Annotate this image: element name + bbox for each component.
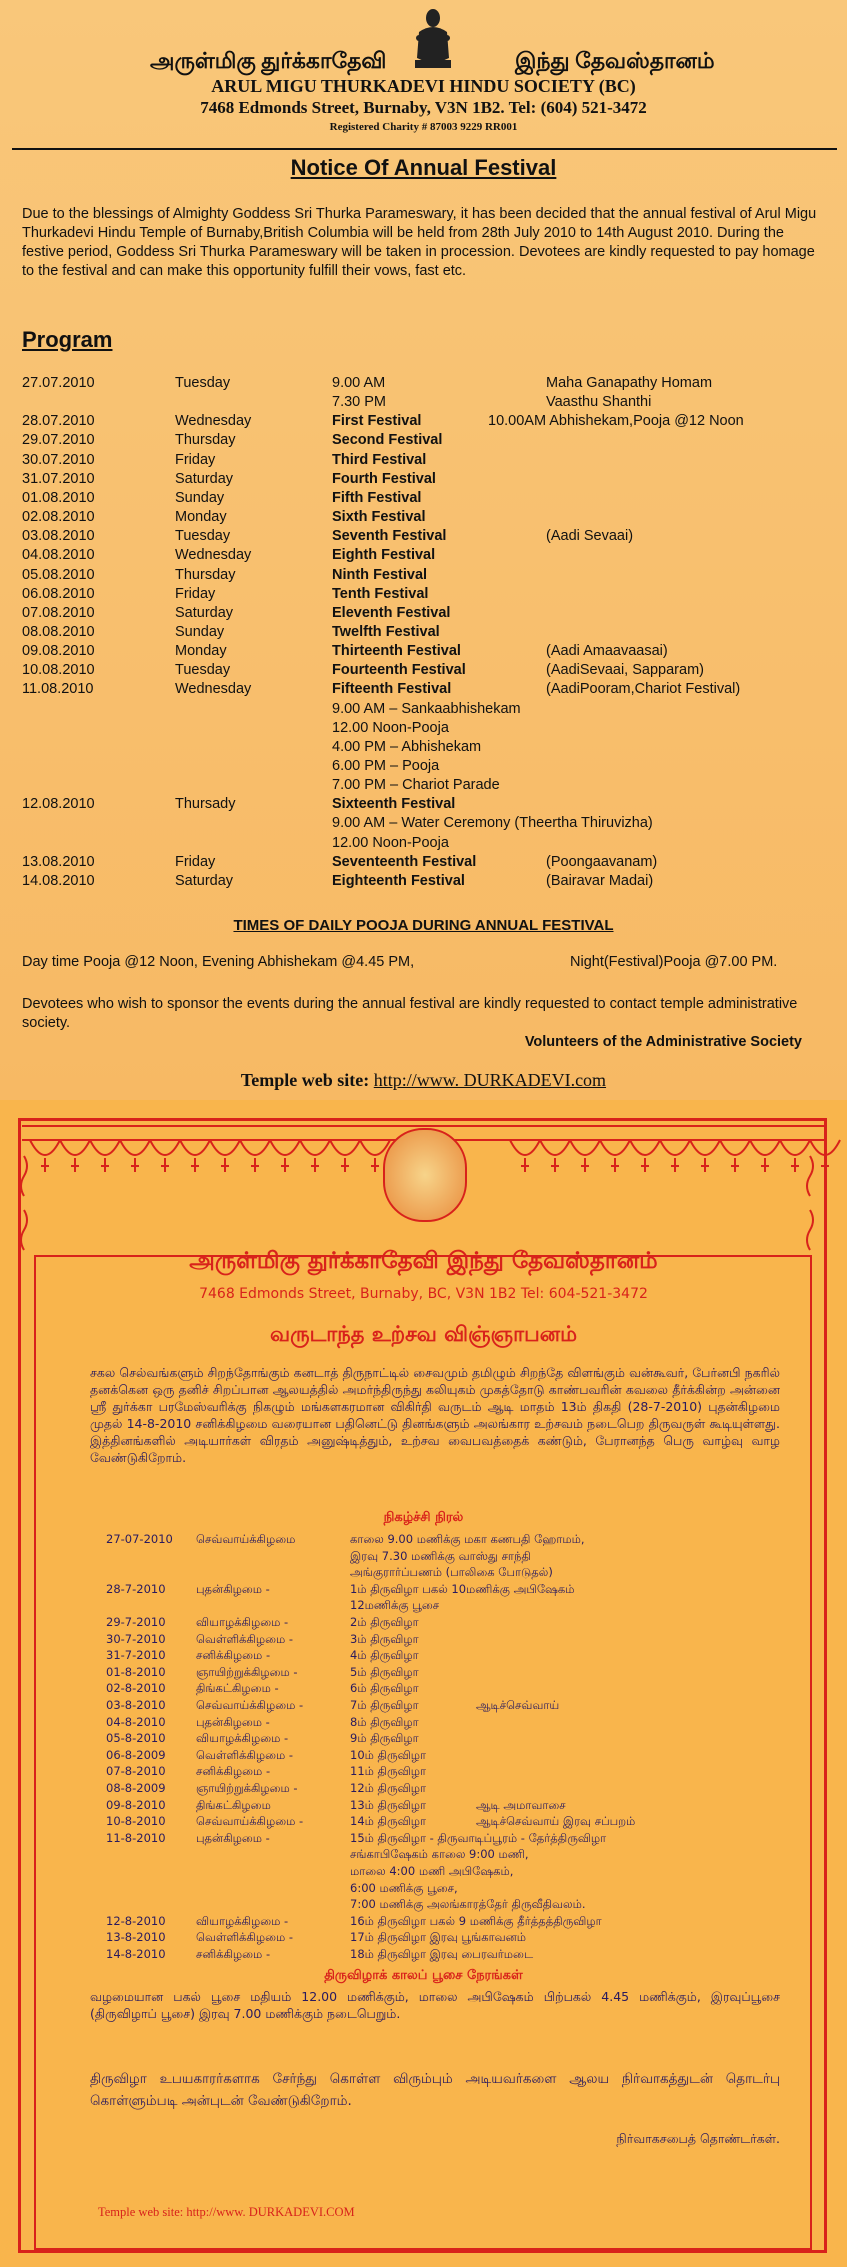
program-note: (Aadi Sevaai): [546, 528, 634, 545]
tamil-notice: [0, 1100, 847, 2267]
program-note: (Poongaavanam): [546, 853, 658, 870]
tamil-program-event: 2ம் திருவிழா: [350, 1615, 419, 1629]
tamil-program-row: [0, 1532, 847, 1549]
program-row: [0, 681, 847, 700]
program-day: Tuesday: [175, 662, 231, 679]
program-note: Vaasthu Shanthi: [546, 394, 652, 411]
tamil-program-day: வெள்ளிக்கிழமை -: [196, 1631, 294, 1646]
tamil-program-day: சனிக்கிழமை -: [196, 1648, 271, 1663]
tamil-program-note: ஆடிச்செவ்வாய் இரவு சப்பறம்: [476, 1814, 636, 1829]
program-day: Sunday: [175, 489, 225, 506]
program-event: Fifth Festival: [332, 489, 422, 506]
tamil-program-row: [0, 1715, 847, 1732]
program-row: [0, 432, 847, 451]
program-event: Tenth Festival: [332, 585, 429, 602]
program-event: Twelfth Festival: [332, 623, 440, 640]
program-day: Thursday: [175, 432, 236, 449]
tamil-intro: சகல செல்வங்களும் சிறந்தோங்கும் கனடாத் திருநாட்டில் சைவமும் தமிழும் சிறந்தே விளங்கும் வன்கூவர், பேர்னபி நகரில் தனக்கென ஒரு தனிச் சிறப்பான ஆலயத்தில் அமர்ந்திருந்து கலியுகம் முகத்தோடு காண்பவரின் கவலை தீர்க்கின்ற அன்னை ஸ்ரீ துர்க்கா பரமேஸ்வரிக்கு நிகழும் மங்களகரமான விகிர்தி வருடம் ஆடி மாதம் 13ம் திகதி (28-7-2010) புதன்கிழமை முதல் 14-8-2010 சனிக்கிழமை வரையான பதினெட்டு தினங்களும் அலங்கார உற்சவம் நடைபெற திருவருள் கூடியுள்ளது. இத்தினங்களில் அடியார்கள் விரதம் அனுஷ்டித்தும், உற்சவ வைபவத்தைக் கண்டும், பேரானந்த பெரு வாழ்வு வாழ வேண்டுகிறோம்.: [90, 1365, 780, 1465]
program-date: 11.08.2010: [22, 681, 94, 698]
tamil-program-event: அங்குரார்ப்பணம் (பாலிகை போடுதல்): [350, 1565, 553, 1580]
program-row: [0, 835, 847, 854]
tamil-program-row: [0, 1947, 847, 1964]
tamil-program-event: 12மணிக்கு பூசை: [350, 1598, 440, 1613]
tamil-program-row: [0, 1764, 847, 1781]
program-row: [0, 490, 847, 509]
program-event: 9.00 AM – Sankaabhishekam: [332, 700, 521, 717]
program-day: Wednesday: [175, 681, 252, 698]
tamil-program-event: மாலை 4:00 மணி அபிஷேகம்,: [350, 1864, 514, 1878]
tamil-times-body: வழமையான பகல் பூசை மதியம் 12.00 மணிக்கும், மாலை அபிஷேகம் பிற்பகல் 4.45 மணிக்கும், இரவுப்பூசை (திருவிழாப் பூசை) இரவு 7.00 மணிக்கும் நடைபெறும்.: [90, 1989, 780, 2021]
tamil-program-row: [0, 1748, 847, 1765]
website-label: Temple web site:: [240, 1070, 370, 1090]
program-date: 28.07.2010: [22, 413, 95, 430]
program-date: 27.07.2010: [22, 375, 95, 391]
program-date: 04.08.2010: [22, 547, 95, 564]
tamil-program-row: [0, 1897, 847, 1914]
tamil-notice-title: வருடாந்த உற்சவ விஞ்ஞாபனம்: [270, 1322, 577, 1346]
program-date: 02.08.2010: [22, 509, 95, 526]
tamil-program-row: [0, 1881, 847, 1898]
tamil-program-event: 7:00 மணிக்கு அலங்காரத்தேர் திருவீதிவலம்.: [350, 1897, 586, 1912]
program-day: Wednesday: [175, 547, 252, 564]
program-event: Fourteenth Festival: [332, 662, 466, 679]
program-day: Monday: [175, 643, 227, 660]
program-note: (Bairavar Madai): [546, 872, 654, 889]
program-row: [0, 662, 847, 681]
tamil-program-row: [0, 1549, 847, 1566]
tamil-program-row: [0, 1615, 847, 1632]
tamil-program-day: புதன்கிழமை -: [196, 1581, 270, 1596]
program-row: [0, 758, 847, 777]
tamil-signoff: நிர்வாகசபைத் தொண்டர்கள்.: [616, 2131, 780, 2146]
program-event: 9.00 AM – Water Ceremony (Theertha Thiruvizha): [332, 815, 653, 832]
tamil-program-date: 01-8-2010: [106, 1664, 166, 1679]
tamil-program-day: திங்கட்கிழமை: [196, 1797, 271, 1812]
program-row: [0, 567, 847, 586]
tamil-program-date: 11-8-2010: [106, 1830, 166, 1845]
tamil-program-date: 12-8-2010: [106, 1913, 166, 1928]
program-event: Eighteenth Festival: [332, 872, 465, 889]
tamil-address: 7468 Edmonds Street, Burnaby, BC, V3N 1B2 Tel: 604-521-3472: [199, 1286, 648, 1302]
program-day: Friday: [175, 451, 216, 468]
program-day: Saturday: [175, 872, 234, 889]
tamil-program-date: 07-8-2010: [106, 1764, 166, 1779]
program-row: [0, 624, 847, 643]
tamil-program-event: சங்காபிஷேகம் காலை 9:00 மணி,: [350, 1847, 529, 1862]
tamil-program-day: ஞாயிற்றுக்கிழமை -: [196, 1664, 298, 1679]
tamil-program-date: 30-7-2010: [106, 1631, 166, 1646]
tamil-program-row: [0, 1665, 847, 1682]
program-event: 7.00 PM – Chariot Parade: [332, 777, 500, 794]
tamil-program-row: [0, 1847, 847, 1864]
tamil-program-day: வியாழக்கிழமை -: [196, 1731, 289, 1746]
program-date: 06.08.2010: [22, 585, 95, 602]
temple-website: [0, 1070, 847, 1091]
program-event: 7.30 PM: [332, 394, 386, 411]
tamil-heading-left: அருள்மிகு துர்க்காதேவி: [150, 48, 387, 73]
charity-number: Registered Charity # 87003 9229 RR001: [329, 121, 518, 133]
program-row: [0, 528, 847, 547]
program-day: Thursady: [175, 796, 236, 813]
program-event: 4.00 PM – Abhishekam: [332, 738, 482, 755]
tamil-program-day: சனிக்கிழமை -: [196, 1764, 271, 1779]
program-event: Fifteenth Festival: [332, 681, 452, 698]
tamil-program-row: [0, 1565, 847, 1582]
program-row: [0, 815, 847, 834]
tamil-program-row: [0, 1681, 847, 1698]
program-event: 12.00 Noon-Pooja: [332, 834, 449, 851]
tamil-program-date: 13-8-2010: [106, 1930, 166, 1945]
tamil-program-day: செவ்வாய்க்கிழமை -: [196, 1814, 304, 1829]
program-note: Maha Ganapathy Homam: [546, 375, 713, 391]
program-day: Tuesday: [175, 375, 231, 391]
tamil-program-date: 05-8-2010: [106, 1731, 166, 1746]
tamil-program-event: 15ம் திருவிழா - திருவாடிப்பூரம் - தேர்த்திருவிழா: [350, 1830, 607, 1845]
tamil-program-date: 14-8-2010: [106, 1947, 166, 1961]
tamil-closing: திருவிழா உபயகாரர்களாக சேர்ந்து கொள்ள விரும்பும் அடியவர்களை ஆலய நிர்வாகத்துடன் தொடர்பு கொள்ளும்படி அன்புடன் வேண்டுகிறோம்.: [90, 2071, 780, 2109]
program-date: 29.07.2010: [22, 432, 95, 449]
tamil-heading-right: இந்து தேவஸ்தானம்: [515, 48, 715, 73]
tamil-program-event: 6:00 மணிக்கு பூசை,: [350, 1880, 458, 1895]
tamil-program-event: 18ம் திருவிழா இரவு பைரவர்மடை: [350, 1947, 534, 1961]
tamil-program-row: [0, 1798, 847, 1815]
tamil-program-date: 03-8-2010: [106, 1698, 166, 1712]
program-date: 30.07.2010: [22, 451, 95, 468]
tamil-program-row: [0, 1914, 847, 1931]
program-title: Program: [22, 327, 113, 352]
tamil-program-day: வியாழக்கிழமை -: [196, 1615, 289, 1629]
tamil-program-event: 3ம் திருவிழா: [350, 1631, 419, 1646]
tamil-program-row: [0, 1781, 847, 1798]
notice-title: Notice Of Annual Festival: [290, 155, 557, 180]
program-date: 12.08.2010: [22, 796, 95, 813]
tamil-program-event: 12ம் திருவிழா: [350, 1781, 426, 1795]
tamil-program-row: [0, 1582, 847, 1599]
tamil-times-title: திருவிழாக் காலப் பூசை நேரங்கள்: [324, 1968, 523, 1983]
tamil-program-event: 13ம் திருவிழா: [350, 1797, 426, 1812]
tamil-program-date: 29-7-2010: [106, 1615, 166, 1629]
tamil-program-event: 10ம் திருவிழா: [350, 1747, 426, 1762]
tamil-program-event: 8ம் திருவிழா: [350, 1714, 419, 1729]
program-row: [0, 854, 847, 873]
program-event: Eleventh Festival: [332, 604, 451, 621]
program-day: Saturday: [175, 604, 234, 621]
program-row: [0, 509, 847, 528]
tamil-program-event: 5ம் திருவிழா: [350, 1664, 419, 1679]
program-row: [0, 547, 847, 566]
tamil-program-day: புதன்கிழமை -: [196, 1714, 270, 1729]
program-date: 31.07.2010: [22, 470, 95, 487]
program-row: [0, 777, 847, 796]
tamil-program-event: 4ம் திருவிழா: [350, 1648, 419, 1663]
program-day: Saturday: [175, 470, 234, 487]
tamil-program-date: 06-8-2009: [106, 1747, 166, 1762]
tamil-program-day: செவ்வாய்க்கிழமை: [196, 1532, 296, 1546]
program-date: 07.08.2010: [22, 604, 95, 621]
program-day: Thursday: [175, 566, 236, 583]
tamil-program-date: 08-8-2009: [106, 1781, 166, 1795]
program-event: Third Festival: [332, 451, 427, 468]
tamil-program-date: 02-8-2010: [106, 1681, 166, 1696]
tamil-program-date: 31-7-2010: [106, 1648, 166, 1663]
program-date: 13.08.2010: [22, 853, 95, 870]
tamil-program-date: 09-8-2010: [106, 1797, 166, 1812]
tamil-program-event: 17ம் திருவிழா இரவு பூங்காவனம்: [350, 1930, 526, 1945]
program-row: [0, 605, 847, 624]
tamil-program-event: 9ம் திருவிழா: [350, 1731, 419, 1746]
program-row: [0, 873, 847, 892]
program-event: Seventh Festival: [332, 528, 447, 545]
tamil-program-day: வெள்ளிக்கிழமை -: [196, 1930, 294, 1945]
notice-intro: Due to the blessings of Almighty Goddess Sri Thurka Parameswary, it has been decided that the annual festival of Arul Migu Thurkadevi Hindu Temple of Burnaby,British Columbia will be held from 28th July 2010 to 14th August 2010. During the festive period, Goddess Sri Thurka Parameswary will be taken in procession. Devotees are kindly requested to pay homage to the festival and can make this opportunity fulfill their vows, fast etc.: [22, 206, 817, 279]
tamil-program-event: இரவு 7.30 மணிக்கு வாஸ்து சாந்தி: [350, 1548, 531, 1563]
program-date: 14.08.2010: [22, 872, 95, 889]
program-row: [0, 739, 847, 758]
tamil-program-event: காலை 9.00 மணிக்கு மகா கணபதி ஹோமம்,: [350, 1532, 585, 1546]
program-event: Sixth Festival: [332, 509, 426, 526]
tamil-program-row: [0, 1598, 847, 1615]
program-event: First Festival: [332, 413, 422, 430]
program-row: [0, 471, 847, 490]
program-date: 03.08.2010: [22, 528, 95, 545]
program-day: Tuesday: [175, 528, 231, 545]
volunteers-signoff: Volunteers of the Administrative Society: [524, 1034, 802, 1050]
tamil-program-event: 14ம் திருவிழா: [350, 1814, 426, 1829]
tamil-temple-title: அருள்மிகு துர்க்காதேவி இந்து தேவஸ்தானம்: [189, 1248, 658, 1274]
tamil-program-event: 1ம் திருவிழா பகல் 10மணிக்கு அபிஷேகம்: [350, 1581, 575, 1596]
tamil-program-row: [0, 1632, 847, 1649]
tamil-program-event: 7ம் திருவிழா: [350, 1698, 419, 1712]
program-row: [0, 701, 847, 720]
program-row: [0, 643, 847, 662]
tamil-program-date: 10-8-2010: [106, 1814, 166, 1829]
daily-pooja-day: Day time Pooja @12 Noon, Evening Abhishekam @4.45 PM,: [22, 954, 415, 970]
program-note: (AadiSevaai, Sapparam): [546, 662, 704, 679]
header-divider: [12, 148, 837, 150]
tamil-program-date: 04-8-2010: [106, 1714, 166, 1729]
program-date: 09.08.2010: [22, 643, 95, 660]
tamil-program-row: [0, 1930, 847, 1947]
english-notice: [0, 0, 847, 1100]
daily-pooja-title: TIMES OF DAILY POOJA DURING ANNUAL FESTIVAL: [233, 917, 614, 934]
society-address: 7468 Edmonds Street, Burnaby, V3N 1B2. Tel: (604) 521-3472: [200, 98, 647, 117]
program-day: Friday: [175, 585, 216, 602]
tamil-program-event: 16ம் திருவிழா பகல் 9 மணிக்கு தீர்த்தத்திருவிழா: [350, 1913, 602, 1928]
program-day: Sunday: [175, 623, 225, 640]
program-event: 12.00 Noon-Pooja: [332, 719, 449, 736]
program-event: Thirteenth Festival: [332, 643, 461, 660]
program-event: Eighth Festival: [332, 547, 436, 564]
society-name: ARUL MIGU THURKADEVI HINDU SOCIETY (BC): [211, 76, 636, 96]
program-day: Friday: [175, 853, 216, 870]
tamil-program-row: [0, 1831, 847, 1848]
letterhead: [0, 0, 847, 150]
goddess-emblem-icon: [413, 8, 453, 70]
program-row: [0, 452, 847, 471]
program-note: (Aadi Amaavaasai): [546, 643, 668, 660]
program-row: [0, 796, 847, 815]
tamil-program-row: [0, 1814, 847, 1831]
program-row: [0, 586, 847, 605]
program-event: Second Festival: [332, 432, 443, 449]
program-row: [0, 375, 847, 394]
tamil-program-date: 27-07-2010: [106, 1532, 173, 1546]
sponsor-note: Devotees who wish to sponsor the events during the annual festival are kindly requested to contact temple administrative society.: [22, 996, 798, 1031]
tamil-program-row: [0, 1698, 847, 1715]
goddess-image-icon: [383, 1128, 467, 1222]
tamil-program-note: ஆடிச்செவ்வாய்: [476, 1698, 560, 1712]
tamil-program-row: [0, 1864, 847, 1881]
tamil-program-title: நிகழ்ச்சி நிரல்: [383, 1510, 464, 1525]
tamil-program-row: [0, 1648, 847, 1665]
tamil-website: Temple web site: http://www. DURKADEVI.COM: [98, 2205, 355, 2219]
program-date: 08.08.2010: [22, 623, 95, 640]
daily-pooja-night: Night(Festival)Pooja @7.00 PM.: [570, 954, 778, 970]
tamil-program-event: 11ம் திருவிழா: [350, 1764, 426, 1779]
tamil-program-day: ஞாயிற்றுக்கிழமை -: [196, 1781, 298, 1795]
tamil-program-row: [0, 1731, 847, 1748]
program-event: Sixteenth Festival: [332, 796, 456, 813]
tamil-program-day: திங்கட்கிழமை -: [196, 1681, 279, 1696]
program-day: Wednesday: [175, 413, 252, 430]
program-event: Fourth Festival: [332, 470, 436, 487]
program-day: Monday: [175, 509, 227, 526]
program-event: Ninth Festival: [332, 566, 428, 583]
program-event: 9.00 AM: [332, 375, 386, 391]
tamil-program-day: புதன்கிழமை -: [196, 1830, 270, 1845]
website-link[interactable]: http://www. DURKADEVI.com: [373, 1070, 607, 1090]
program-row: [0, 394, 847, 413]
program-note: 10.00AM Abhishekam,Pooja @12 Noon: [488, 413, 744, 430]
tamil-program-day: வியாழக்கிழமை -: [196, 1913, 289, 1928]
program-date: 05.08.2010: [22, 566, 95, 583]
tamil-program-note: ஆடி அமாவாசை: [476, 1797, 566, 1812]
program-event: Seventeenth Festival: [332, 853, 477, 870]
tamil-program-day: செவ்வாய்க்கிழமை -: [196, 1698, 304, 1712]
tamil-program-event: 6ம் திருவிழா: [350, 1681, 419, 1696]
program-date: 01.08.2010: [22, 489, 95, 506]
tamil-program-date: 28-7-2010: [106, 1581, 166, 1596]
tamil-program-day: சனிக்கிழமை -: [196, 1947, 271, 1961]
program-date: 10.08.2010: [22, 662, 95, 679]
program-event: 6.00 PM – Pooja: [332, 758, 440, 774]
program-note: (AadiPooram,Chariot Festival): [546, 681, 741, 698]
program-row: [0, 413, 847, 432]
tamil-program-day: வெள்ளிக்கிழமை -: [196, 1747, 294, 1762]
program-row: [0, 720, 847, 739]
